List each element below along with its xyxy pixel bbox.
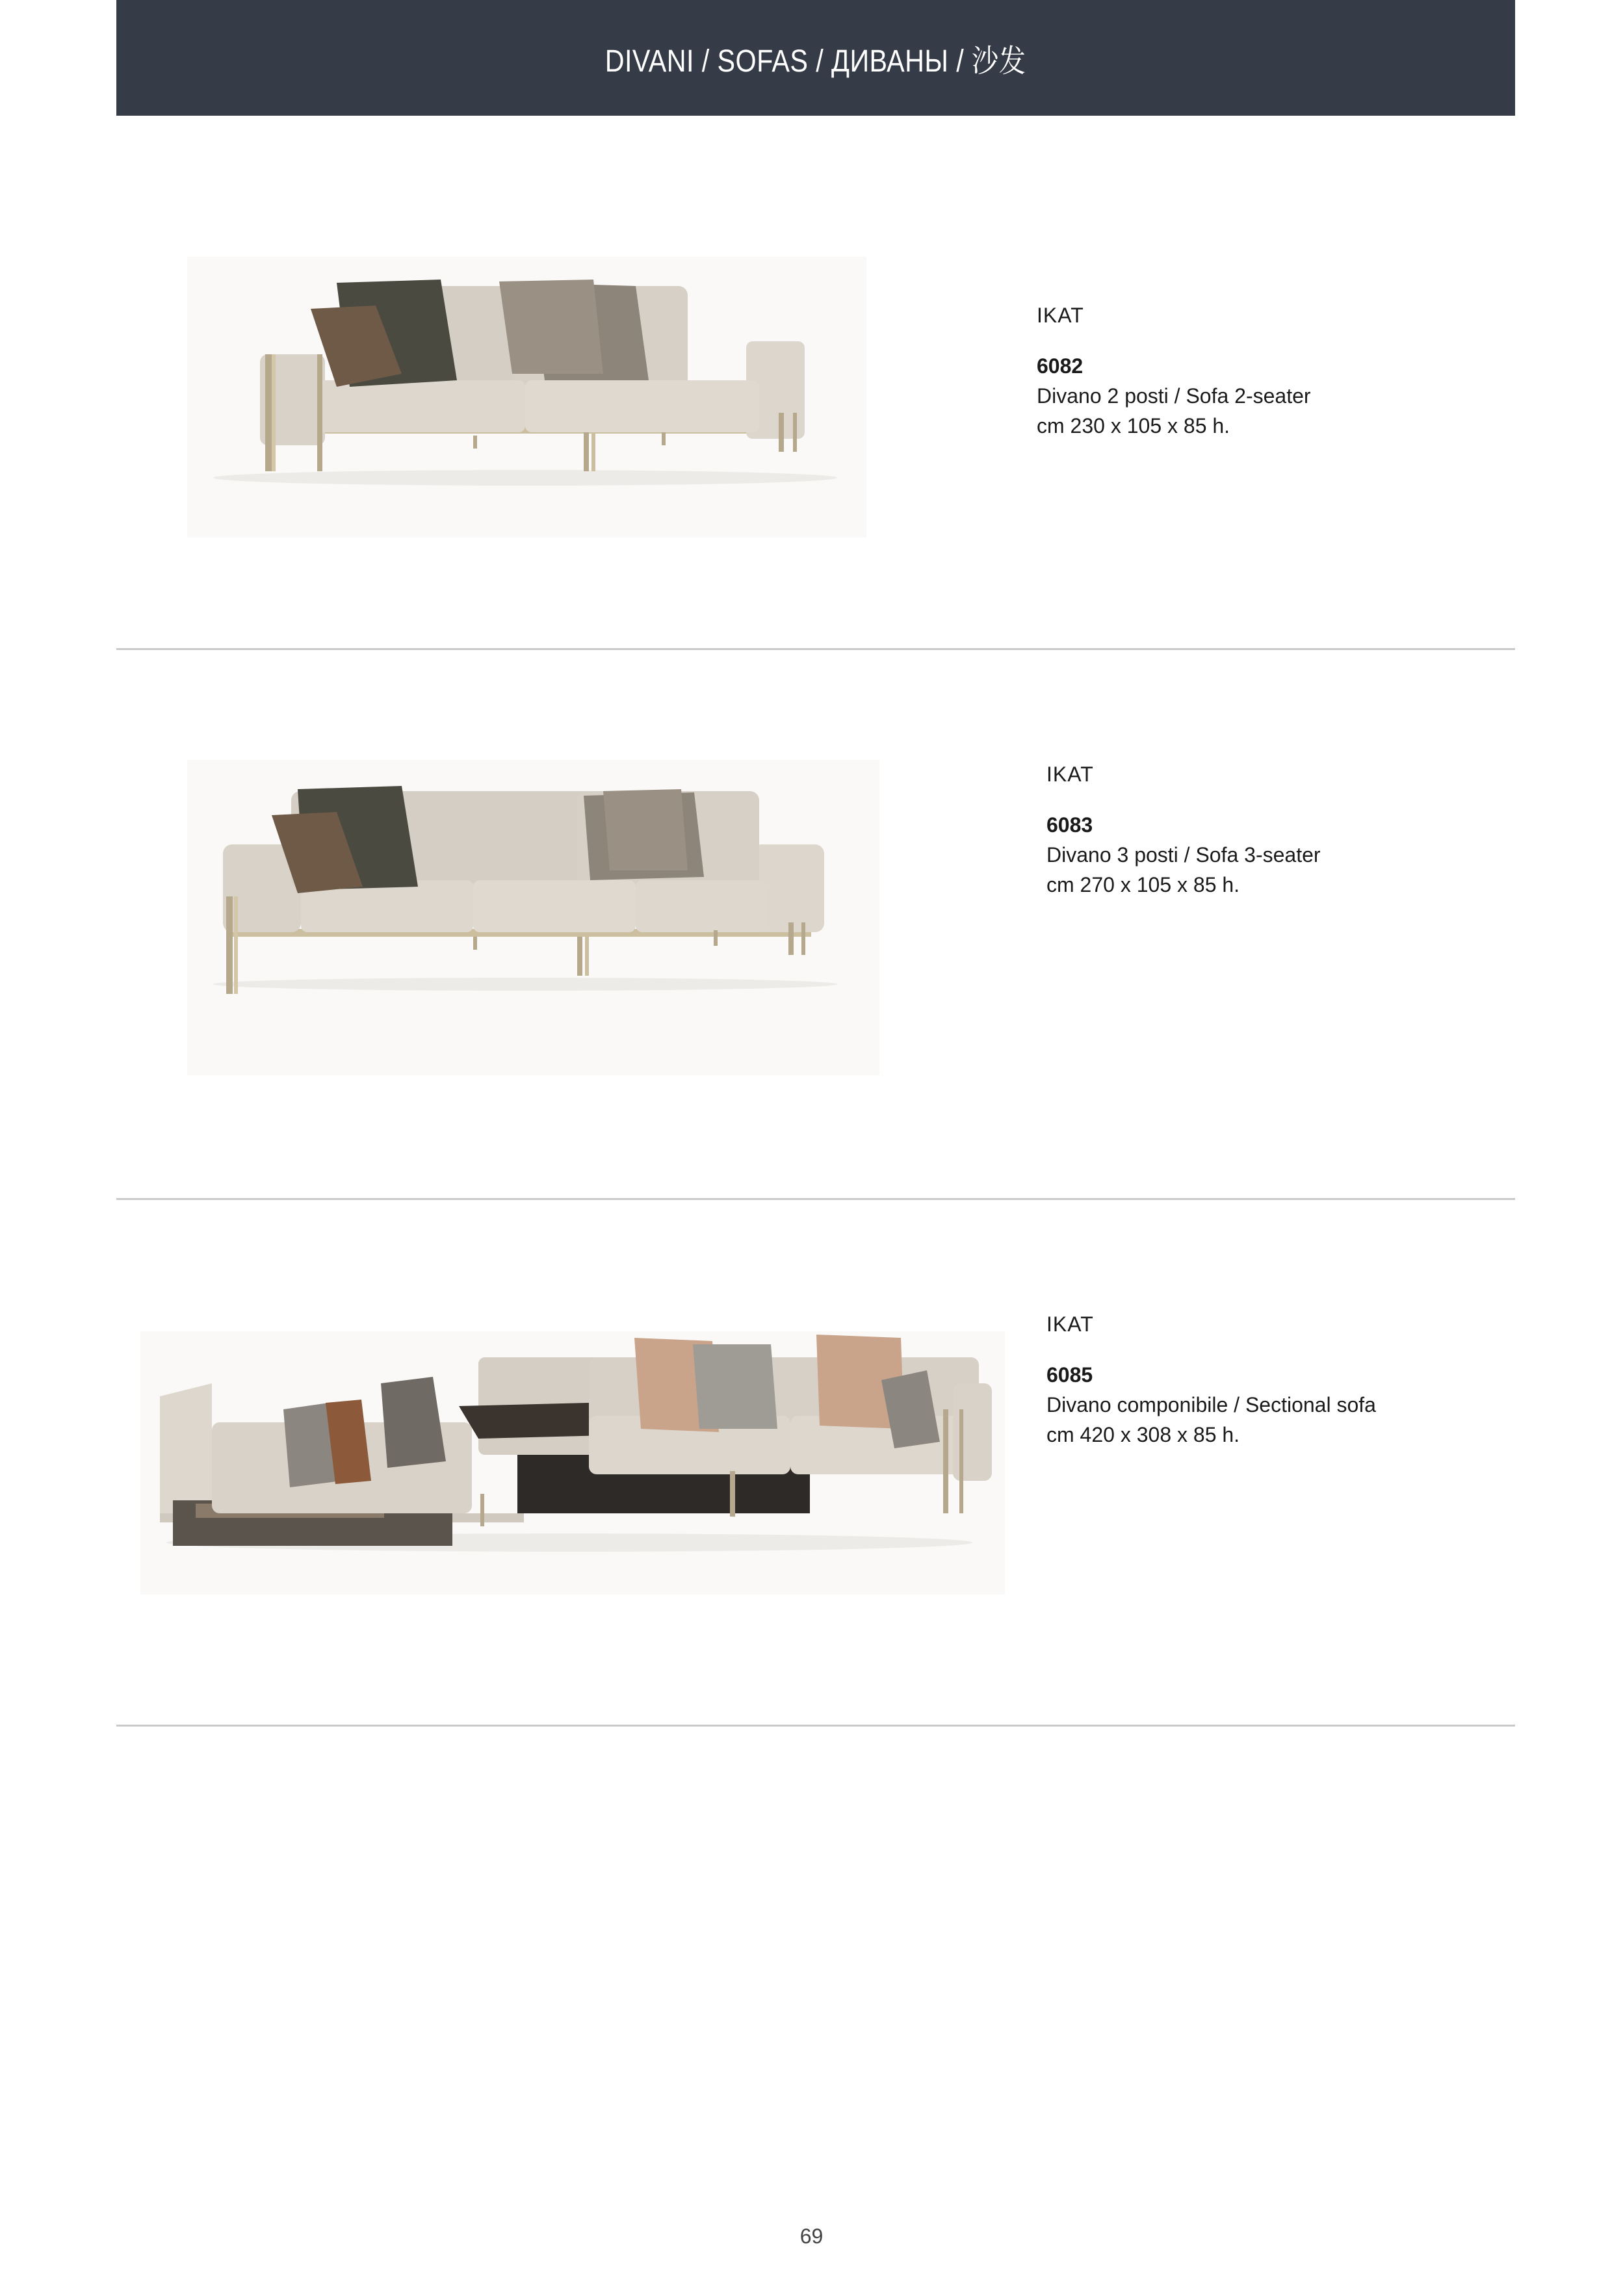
page-header — [116, 0, 1515, 116]
product-code: 6082 — [1037, 354, 1084, 378]
product-image-6085 — [140, 1331, 1005, 1595]
product-dimensions: cm 270 x 105 x 85 h. — [1046, 873, 1240, 896]
section-divider — [116, 1725, 1515, 1727]
page-number: 69 — [799, 2224, 824, 2248]
section-divider — [116, 648, 1515, 650]
collection-name: IKAT — [1037, 304, 1084, 327]
product-description: Divano componibile / Sectional sofa — [1046, 1393, 1376, 1416]
product-info-6085 — [1046, 1309, 1376, 1450]
collection-name: IKAT — [1046, 1312, 1094, 1336]
product-description: Divano 3 posti / Sofa 3-seater — [1046, 843, 1321, 867]
product-dimensions: cm 230 x 105 x 85 h. — [1037, 414, 1230, 437]
section-divider — [116, 1198, 1515, 1200]
product-image-6082 — [187, 257, 866, 538]
product-code: 6085 — [1046, 1363, 1093, 1387]
product-info-6082 — [1037, 300, 1311, 441]
product-description: Divano 2 posti / Sofa 2-seater — [1037, 384, 1311, 408]
collection-name: IKAT — [1046, 763, 1094, 786]
page-title: DIVANI / SOFAS / ДИВАНЫ / 沙发 — [605, 44, 1026, 79]
product-code: 6083 — [1046, 813, 1093, 837]
product-dimensions: cm 420 x 308 x 85 h. — [1046, 1423, 1240, 1446]
product-image-6083 — [187, 760, 879, 1075]
product-info-6083 — [1046, 759, 1321, 900]
